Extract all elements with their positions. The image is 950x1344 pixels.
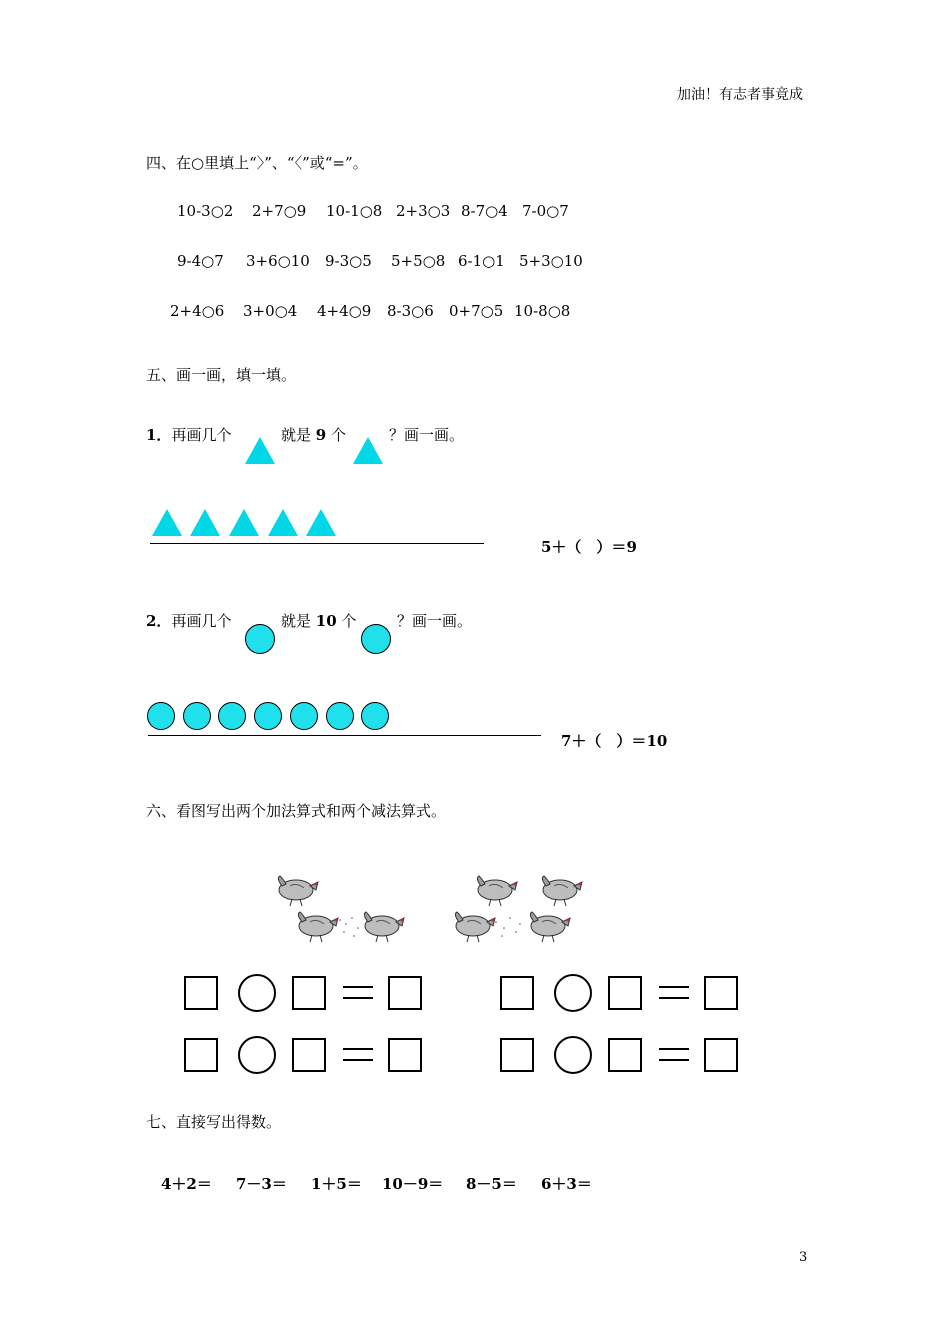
equals-sign: [659, 1048, 689, 1061]
triangle-icon: [268, 509, 298, 536]
comparison-item: 2+7○9: [252, 202, 307, 220]
mental-math-item: 8－5＝: [466, 1175, 517, 1193]
hen-icon: [364, 912, 404, 942]
q1-equation: 5＋（ ）＝9: [541, 538, 637, 556]
comparison-item: 10-1○8: [326, 202, 383, 220]
q1-prompt-b: [281, 424, 346, 445]
header-motto: 加油！有志者事竟成: [677, 87, 803, 103]
circle-icon: [361, 624, 391, 654]
q2-equation: 7＋（ ）＝10: [561, 732, 668, 750]
q2-text-b: 就是: [281, 612, 312, 630]
hen-icon: [455, 912, 495, 942]
q2-drawing-line: [148, 735, 541, 736]
operator-circle[interactable]: [554, 974, 592, 1012]
circle-icon: [245, 624, 275, 654]
q1-count: 9: [315, 426, 327, 444]
q1-text-b: 就是: [281, 426, 312, 444]
mental-math-item: 6＋3＝: [541, 1175, 592, 1193]
q2-text-d: ？画一画。: [397, 612, 473, 630]
q1-prompt: [146, 424, 231, 445]
hen-icon: [542, 876, 582, 906]
answer-box[interactable]: [500, 976, 534, 1010]
triangle-icon: [353, 437, 383, 464]
circle-icon: [290, 702, 318, 730]
q1-number: 1．: [146, 426, 172, 444]
chickens-illustration: [270, 868, 600, 950]
section7-title: 七、直接写出得数。: [146, 1113, 282, 1131]
answer-box[interactable]: [608, 1038, 642, 1072]
answer-box[interactable]: [184, 976, 218, 1010]
equals-sign: [659, 986, 689, 999]
answer-box[interactable]: [292, 1038, 326, 1072]
comparison-item: 8-7○4: [461, 202, 508, 220]
answer-box[interactable]: [500, 1038, 534, 1072]
comparison-item: 6-1○1: [458, 252, 505, 270]
comparison-item: 8-3○6: [387, 302, 434, 320]
hen-icon: [477, 876, 517, 906]
hen-icon: [530, 912, 570, 942]
answer-box[interactable]: [184, 1038, 218, 1072]
mental-math-item: 7－3＝: [236, 1175, 287, 1193]
circle-icon: [183, 702, 211, 730]
q1-text-d: ？画一画。: [389, 426, 465, 444]
comparison-item: 10-3○2: [177, 202, 234, 220]
section6-title: 六、看图写出两个加法算式和两个减法算式。: [146, 802, 447, 820]
comparison-item: 4+4○9: [317, 302, 372, 320]
operator-circle[interactable]: [238, 1036, 276, 1074]
operator-circle[interactable]: [238, 974, 276, 1012]
comparison-item: 5+5○8: [391, 252, 446, 270]
triangle-icon: [306, 509, 336, 536]
answer-box[interactable]: [704, 1038, 738, 1072]
circle-icon: [326, 702, 354, 730]
circle-icon: [218, 702, 246, 730]
answer-box[interactable]: [704, 976, 738, 1010]
mental-math-item: 4＋2＝: [161, 1175, 212, 1193]
section5-title: 五、画一画，填一填。: [146, 366, 297, 384]
comparison-item: 7-0○7: [522, 202, 569, 220]
q1-text-a: 再画几个: [171, 426, 232, 444]
mental-math-item: 1＋5＝: [311, 1175, 362, 1193]
q2-count: 10: [315, 612, 337, 630]
answer-box[interactable]: [388, 976, 422, 1010]
comparison-item: 5+3○10: [519, 252, 583, 270]
operator-circle[interactable]: [554, 1036, 592, 1074]
triangle-icon: [245, 437, 275, 464]
q2-text-a: 再画几个: [171, 612, 232, 630]
mental-math-item: 10－9＝: [382, 1175, 444, 1193]
answer-box[interactable]: [292, 976, 326, 1010]
hen-icon: [278, 876, 318, 906]
q2-prompt: [146, 610, 231, 631]
comparison-item: 2+3○3: [396, 202, 451, 220]
q2-text-c: 个: [341, 612, 357, 630]
q2-number: 2．: [146, 612, 172, 630]
page-number: 3: [799, 1250, 808, 1265]
answer-box[interactable]: [388, 1038, 422, 1072]
comparison-item: 3+6○10: [246, 252, 310, 270]
circle-icon: [254, 702, 282, 730]
comparison-item: 3+0○4: [243, 302, 298, 320]
comparison-item: 0+7○5: [449, 302, 504, 320]
comparison-item: 9-4○7: [177, 252, 224, 270]
comparison-item: 9-3○5: [325, 252, 372, 270]
circle-icon: [361, 702, 389, 730]
hen-icon: [298, 912, 338, 942]
circle-icon: [147, 702, 175, 730]
q2-prompt-b: [281, 610, 356, 631]
triangle-icon: [152, 509, 182, 536]
triangle-icon: [229, 509, 259, 536]
section4-title: 四、在○里填上“〉”、“〈”或“=”。: [146, 154, 368, 172]
equals-sign: [343, 986, 373, 999]
triangle-icon: [190, 509, 220, 536]
comparison-item: 2+4○6: [170, 302, 225, 320]
q1-text-c: 个: [331, 426, 347, 444]
equals-sign: [343, 1048, 373, 1061]
comparison-item: 10-8○8: [514, 302, 571, 320]
q1-drawing-line: [150, 543, 484, 544]
answer-box[interactable]: [608, 976, 642, 1010]
